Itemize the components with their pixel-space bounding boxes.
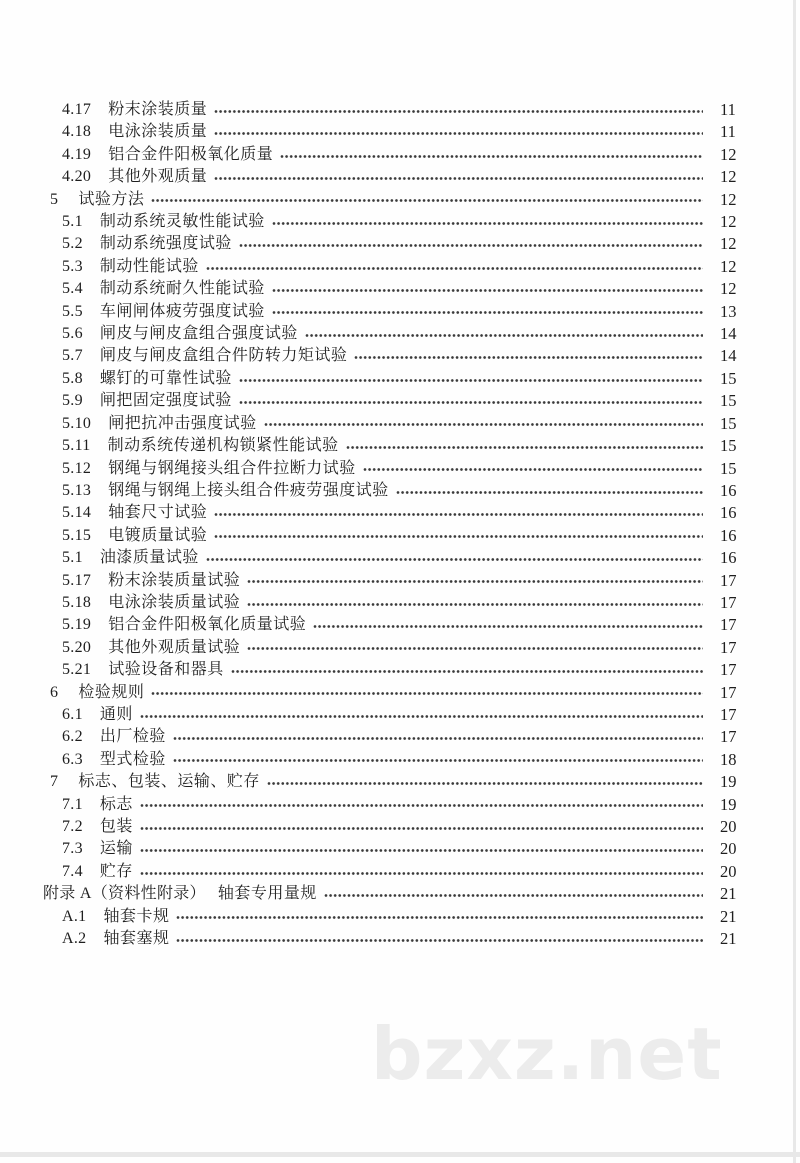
toc-entry-page: 19 — [720, 794, 737, 814]
toc-entry — [0, 121, 754, 143]
toc-entry-title: 制动系统传递机构锁紧性能试验 — [107, 437, 339, 455]
watermark: bzxz.net — [371, 1012, 723, 1096]
toc-entry-title: 电镀质量试验 — [108, 526, 208, 544]
dot-leader — [354, 355, 703, 360]
table-of-contents — [0, 99, 754, 950]
toc-entry-title: 标志 — [99, 795, 133, 813]
toc-entry-page: 12 — [720, 144, 737, 164]
toc-entry-page: 17 — [720, 727, 737, 747]
toc-entry — [0, 345, 754, 367]
toc-entry-title: 制动系统强度试验 — [99, 235, 232, 253]
toc-entry-number: A.1 — [62, 907, 87, 925]
toc-entry-page: 19 — [720, 772, 737, 792]
toc-entry-page: 11 — [720, 100, 736, 119]
dot-leader — [247, 602, 703, 607]
dot-leader — [264, 422, 703, 427]
toc-entry — [0, 233, 754, 255]
toc-entry-number: 5.21 — [62, 661, 92, 679]
toc-entry-page: 17 — [720, 592, 737, 612]
toc-entry — [0, 883, 754, 905]
toc-entry-page: 14 — [720, 346, 737, 366]
dot-leader — [363, 467, 703, 472]
toc-entry-title: 制动系统耐久性能试验 — [99, 280, 265, 298]
dot-leader — [267, 781, 703, 786]
dot-leader — [151, 198, 703, 203]
dot-leader — [239, 243, 703, 248]
toc-entry — [0, 592, 754, 614]
toc-entry-title: 通则 — [99, 705, 133, 723]
toc-entry — [0, 323, 754, 345]
dot-leader — [206, 557, 703, 562]
toc-entry-title: 轴套塞规 — [103, 930, 170, 948]
dot-leader — [247, 646, 703, 651]
toc-entry-title: 标志、包装、运输、贮存 — [78, 773, 260, 791]
toc-entry-title: 包装 — [99, 818, 133, 835]
toc-entry-number: 5.13 — [62, 481, 92, 499]
toc-entry-page: 21 — [720, 906, 737, 926]
toc-entry-page: 20 — [720, 861, 737, 881]
toc-entry — [0, 458, 754, 480]
toc-entry-title: 制动系统灵敏性能试验 — [99, 213, 265, 231]
toc-entry-page: 12 — [720, 279, 737, 299]
toc-entry-number: 5.10 — [62, 414, 92, 432]
dot-leader — [305, 333, 703, 338]
dot-leader — [214, 109, 703, 114]
toc-entry — [0, 816, 754, 838]
toc-entry-page: 14 — [720, 324, 737, 344]
dot-leader — [396, 490, 703, 495]
toc-entry-page: 12 — [720, 189, 737, 209]
toc-entry-page: 18 — [720, 749, 737, 769]
toc-entry-title: 闸皮与闸皮盒组合件防转力矩试验 — [99, 347, 348, 365]
toc-entry — [0, 166, 754, 188]
toc-entry-title: 检验规则 — [78, 683, 145, 701]
toc-entry-number: 5.6 — [62, 325, 83, 343]
toc-entry-title: 闸把固定强度试验 — [99, 392, 232, 410]
toc-entry-title: 其他外观质量试验 — [108, 638, 241, 656]
toc-entry-number: 5.1 — [62, 549, 83, 567]
toc-entry — [0, 928, 754, 950]
toc-entry-title: 试验设备和器具 — [108, 661, 224, 679]
toc-entry-number: 5.14 — [62, 504, 92, 522]
dot-leader — [231, 669, 703, 674]
toc-entry — [0, 547, 754, 569]
toc-entry-number: 5.5 — [62, 302, 83, 320]
toc-entry — [0, 906, 754, 928]
toc-entry-number: 5.18 — [62, 593, 92, 611]
toc-entry-page: 15 — [720, 391, 737, 411]
toc-entry-title: 粉末涂装质量 — [108, 101, 208, 118]
dot-leader — [173, 736, 703, 741]
dot-leader — [272, 288, 703, 293]
toc-entry-page: 17 — [720, 682, 737, 702]
scan-edge-bottom — [0, 1152, 800, 1157]
toc-entry — [0, 726, 754, 748]
toc-entry-number: 4.18 — [62, 123, 92, 141]
toc-entry-title: 贮存 — [99, 862, 133, 880]
toc-entry — [0, 682, 754, 704]
toc-entry-title: 轴套卡规 — [103, 907, 170, 925]
dot-leader — [140, 714, 703, 719]
dot-leader — [280, 154, 703, 159]
toc-entry-page: 12 — [720, 234, 737, 254]
toc-entry-title: 型式检验 — [99, 750, 166, 768]
toc-entry — [0, 614, 754, 636]
toc-entry-title: 闸把抗冲击强度试验 — [108, 414, 257, 432]
toc-entry-title: 电泳涂装质量 — [108, 123, 208, 141]
toc-entry-number: 5.9 — [62, 392, 83, 410]
dot-leader — [176, 938, 703, 943]
toc-entry-page: 20 — [720, 817, 737, 836]
toc-entry-number: 5.4 — [62, 280, 83, 298]
toc-entry — [0, 525, 754, 547]
toc-entry — [0, 368, 754, 390]
toc-entry-page: 17 — [720, 637, 737, 657]
dot-leader — [214, 534, 703, 539]
toc-entry — [0, 771, 754, 793]
toc-entry-number: 5.17 — [62, 571, 92, 589]
toc-entry — [0, 144, 754, 166]
toc-entry-title: 电泳涂装质量试验 — [108, 593, 241, 611]
toc-entry — [0, 413, 754, 435]
dot-leader — [239, 378, 703, 383]
toc-entry-title: 运输 — [99, 840, 133, 858]
toc-entry-number: 7.3 — [62, 840, 83, 858]
toc-entry-title: 钢绳与钢绳上接头组合件疲劳强度试验 — [108, 481, 389, 499]
toc-entry-title: 螺钉的可靠性试验 — [99, 369, 232, 387]
dot-leader — [140, 848, 703, 853]
toc-entry-page: 17 — [720, 615, 737, 635]
dot-leader — [239, 400, 703, 405]
toc-entry-number: 5.19 — [62, 616, 92, 634]
toc-entry-page: 15 — [720, 436, 737, 456]
toc-entry-title: 出厂检验 — [99, 728, 166, 746]
dot-leader — [214, 176, 703, 181]
toc-entry — [0, 502, 754, 524]
toc-entry-number: 5.1 — [62, 213, 83, 231]
toc-entry — [0, 256, 754, 278]
toc-entry — [0, 301, 754, 323]
toc-entry — [0, 749, 754, 771]
toc-entry — [0, 211, 754, 233]
toc-entry-page: 21 — [720, 884, 737, 904]
toc-entry-number: 7 — [50, 773, 59, 791]
toc-entry-page: 13 — [720, 301, 737, 321]
toc-entry-number: 4.20 — [62, 168, 92, 186]
toc-entry-page: 12 — [720, 212, 737, 232]
dot-leader — [151, 691, 703, 696]
toc-entry-page: 15 — [720, 458, 737, 478]
dot-leader — [324, 893, 703, 898]
toc-entry — [0, 99, 754, 121]
toc-entry-number: 5 — [50, 190, 59, 208]
toc-entry-number: 7.4 — [62, 862, 83, 880]
toc-entry-page: 20 — [720, 839, 737, 859]
toc-entry-number: 6.2 — [62, 728, 83, 746]
dot-leader — [346, 445, 703, 450]
toc-entry — [0, 794, 754, 816]
toc-entry-title: 钢绳与钢绳接头组合件拉断力试验 — [108, 459, 356, 477]
dot-leader — [140, 871, 703, 876]
dot-leader — [313, 624, 703, 629]
toc-entry-title: 轴套尺寸试验 — [108, 504, 208, 522]
toc-entry-number: 4.17 — [62, 101, 92, 118]
toc-entry-page: 17 — [720, 660, 737, 680]
toc-entry-title: 闸皮与闸皮盒组合强度试验 — [99, 325, 298, 343]
toc-entry-number: 5.15 — [62, 526, 92, 544]
toc-entry — [0, 659, 754, 681]
toc-entry-page: 12 — [720, 256, 737, 276]
toc-entry-number: 5.8 — [62, 369, 83, 387]
scan-edge-right — [793, 0, 796, 1163]
toc-entry — [0, 861, 754, 883]
toc-entry-number: 4.19 — [62, 145, 92, 163]
toc-entry-page: 12 — [720, 167, 737, 187]
toc-entry — [0, 278, 754, 300]
toc-entry-page: 16 — [720, 503, 737, 523]
toc-entry — [0, 838, 754, 860]
toc-entry-page: 17 — [720, 704, 737, 724]
toc-entry-page: 16 — [720, 480, 737, 500]
toc-entry-page: 17 — [720, 570, 737, 590]
toc-entry-number: A.2 — [62, 930, 87, 948]
toc-entry-number: 5.3 — [62, 257, 83, 275]
dot-leader — [214, 131, 703, 136]
dot-leader — [214, 512, 703, 517]
toc-entry-page: 15 — [720, 413, 737, 433]
toc-entry-number: 6 — [50, 683, 59, 701]
toc-entry-number: 5.12 — [62, 459, 92, 477]
dot-leader — [140, 826, 703, 831]
toc-entry-number: 5.7 — [62, 347, 83, 365]
toc-entry-page: 16 — [720, 548, 737, 568]
toc-entry-page: 15 — [720, 368, 737, 388]
toc-entry-number: 7.1 — [62, 795, 83, 813]
toc-entry-title: 粉末涂装质量试验 — [108, 571, 241, 589]
toc-entry-number: 5.20 — [62, 638, 92, 656]
toc-entry — [0, 390, 754, 412]
toc-entry-title: 其他外观质量 — [108, 168, 208, 186]
toc-entry-page: 21 — [720, 929, 737, 949]
toc-entry-title: 车闸闸体疲劳强度试验 — [99, 302, 265, 320]
toc-entry-page: 11 — [720, 122, 736, 142]
toc-entry-number: 6.1 — [62, 705, 83, 723]
dot-leader — [272, 221, 703, 226]
toc-entry-number: 6.3 — [62, 750, 83, 768]
toc-entry — [0, 435, 754, 457]
toc-entry-title: 铝合金件阳极氧化质量试验 — [108, 616, 307, 634]
toc-entry — [0, 570, 754, 592]
dot-leader — [206, 266, 703, 271]
toc-entry — [0, 189, 754, 211]
toc-entry-title: 试验方法 — [78, 190, 145, 208]
toc-entry-title: 轴套专用量规 — [217, 885, 317, 903]
dot-leader — [173, 758, 703, 763]
toc-entry-title: 制动性能试验 — [99, 257, 199, 275]
toc-entry — [0, 704, 754, 726]
toc-entry-number: 5.2 — [62, 235, 83, 253]
dot-leader — [247, 579, 703, 584]
toc-entry — [0, 637, 754, 659]
toc-entry-number: 附录 A（资料性附录） — [43, 885, 206, 903]
dot-leader — [272, 310, 703, 315]
toc-entry-number: 7.2 — [62, 818, 83, 835]
toc-entry-title: 铝合金件阳极氧化质量 — [108, 145, 274, 163]
toc-entry-page: 16 — [720, 525, 737, 545]
dot-leader — [176, 915, 703, 920]
toc-entry-number: 5.11 — [62, 437, 91, 455]
toc-entry — [0, 480, 754, 502]
toc-entry-title: 油漆质量试验 — [99, 549, 199, 567]
dot-leader — [140, 803, 703, 808]
